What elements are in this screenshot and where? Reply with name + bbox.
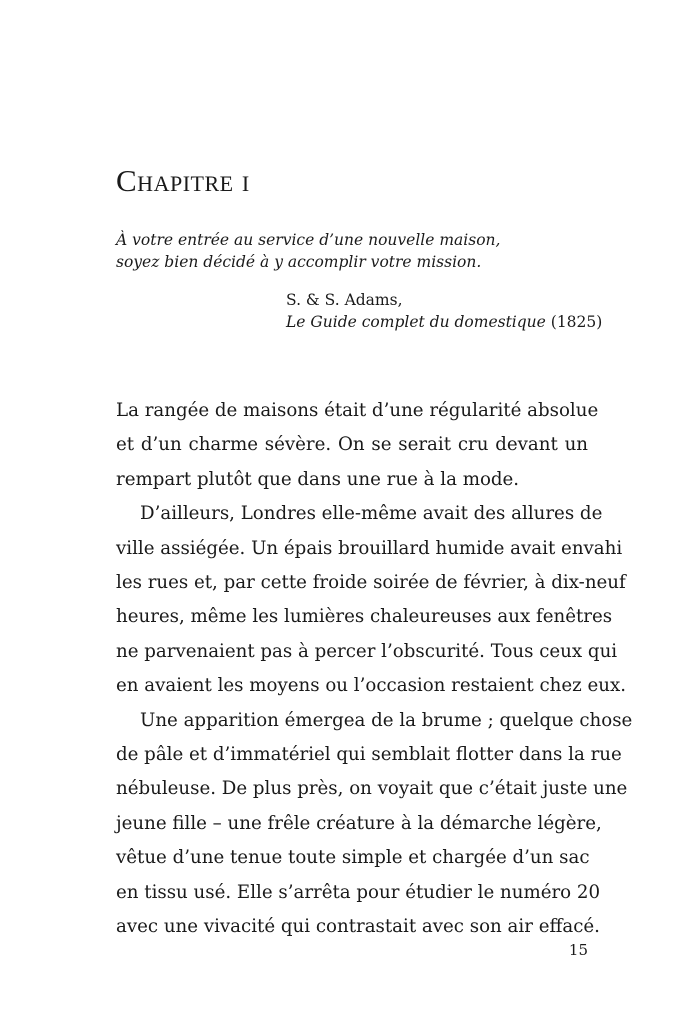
text-line: avec une vivacité qui contrastait avec son air effacé. xyxy=(116,916,600,938)
epigraph-line: À votre entrée au service d’une nouvelle maison, xyxy=(116,231,501,249)
text-line: en tissu usé. Elle s’arrêta pour étudier le numéro 20 xyxy=(116,881,601,903)
epigraph-attribution xyxy=(286,289,602,333)
text-line: les rues et, par cette froide soirée de février, à dix-neuf xyxy=(116,572,626,594)
text-line: en avaient les moyens ou l’occasion restaient chez eux. xyxy=(116,675,627,697)
text-line: et d’un charme sévère. On se serait cru devant un xyxy=(116,434,588,456)
text-line: jeune fille – une frêle créature à la démarche légère, xyxy=(116,812,602,834)
epigraph-author: S. & S. Adams, xyxy=(286,291,403,309)
text-line: vêtue d’une tenue toute simple et chargée d’un sac xyxy=(116,847,590,869)
text-line: ne parvenaient pas à percer l’obscurité. Tous ceux qui xyxy=(116,640,618,662)
text-line: Une apparition émergea de la brume ; quelque chose xyxy=(140,709,633,731)
text-line: de pâle et d’immatériel qui semblait flotter dans la rue xyxy=(116,744,622,766)
body-text xyxy=(116,394,633,945)
paragraph xyxy=(116,394,599,497)
text-line: rempart plutôt que dans une rue à la mode. xyxy=(116,468,520,490)
source-title: Le Guide complet du domestique xyxy=(286,313,546,331)
source-year: (1825) xyxy=(545,313,603,331)
text-line: nébuleuse. De plus près, on voyait que c’était juste une xyxy=(116,778,628,800)
page-number: 15 xyxy=(568,941,588,959)
text-line: heures, même les lumières chaleureuses aux fenêtres xyxy=(116,606,613,628)
text-line: ville assiégée. Un épais brouillard humide avait envahi xyxy=(116,537,623,559)
text-line: La rangée de maisons était d’une régularité absolue xyxy=(116,400,599,421)
epigraph-source xyxy=(286,311,602,333)
paragraph xyxy=(116,704,633,945)
chapter-title: Chapitre i xyxy=(116,163,250,198)
paragraph xyxy=(116,497,627,703)
text-line: D’ailleurs, Londres elle-même avait des allures de xyxy=(140,503,603,525)
epigraph-line: soyez bien décidé à y accomplir votre mission. xyxy=(116,253,482,271)
epigraph-quote xyxy=(116,229,500,273)
